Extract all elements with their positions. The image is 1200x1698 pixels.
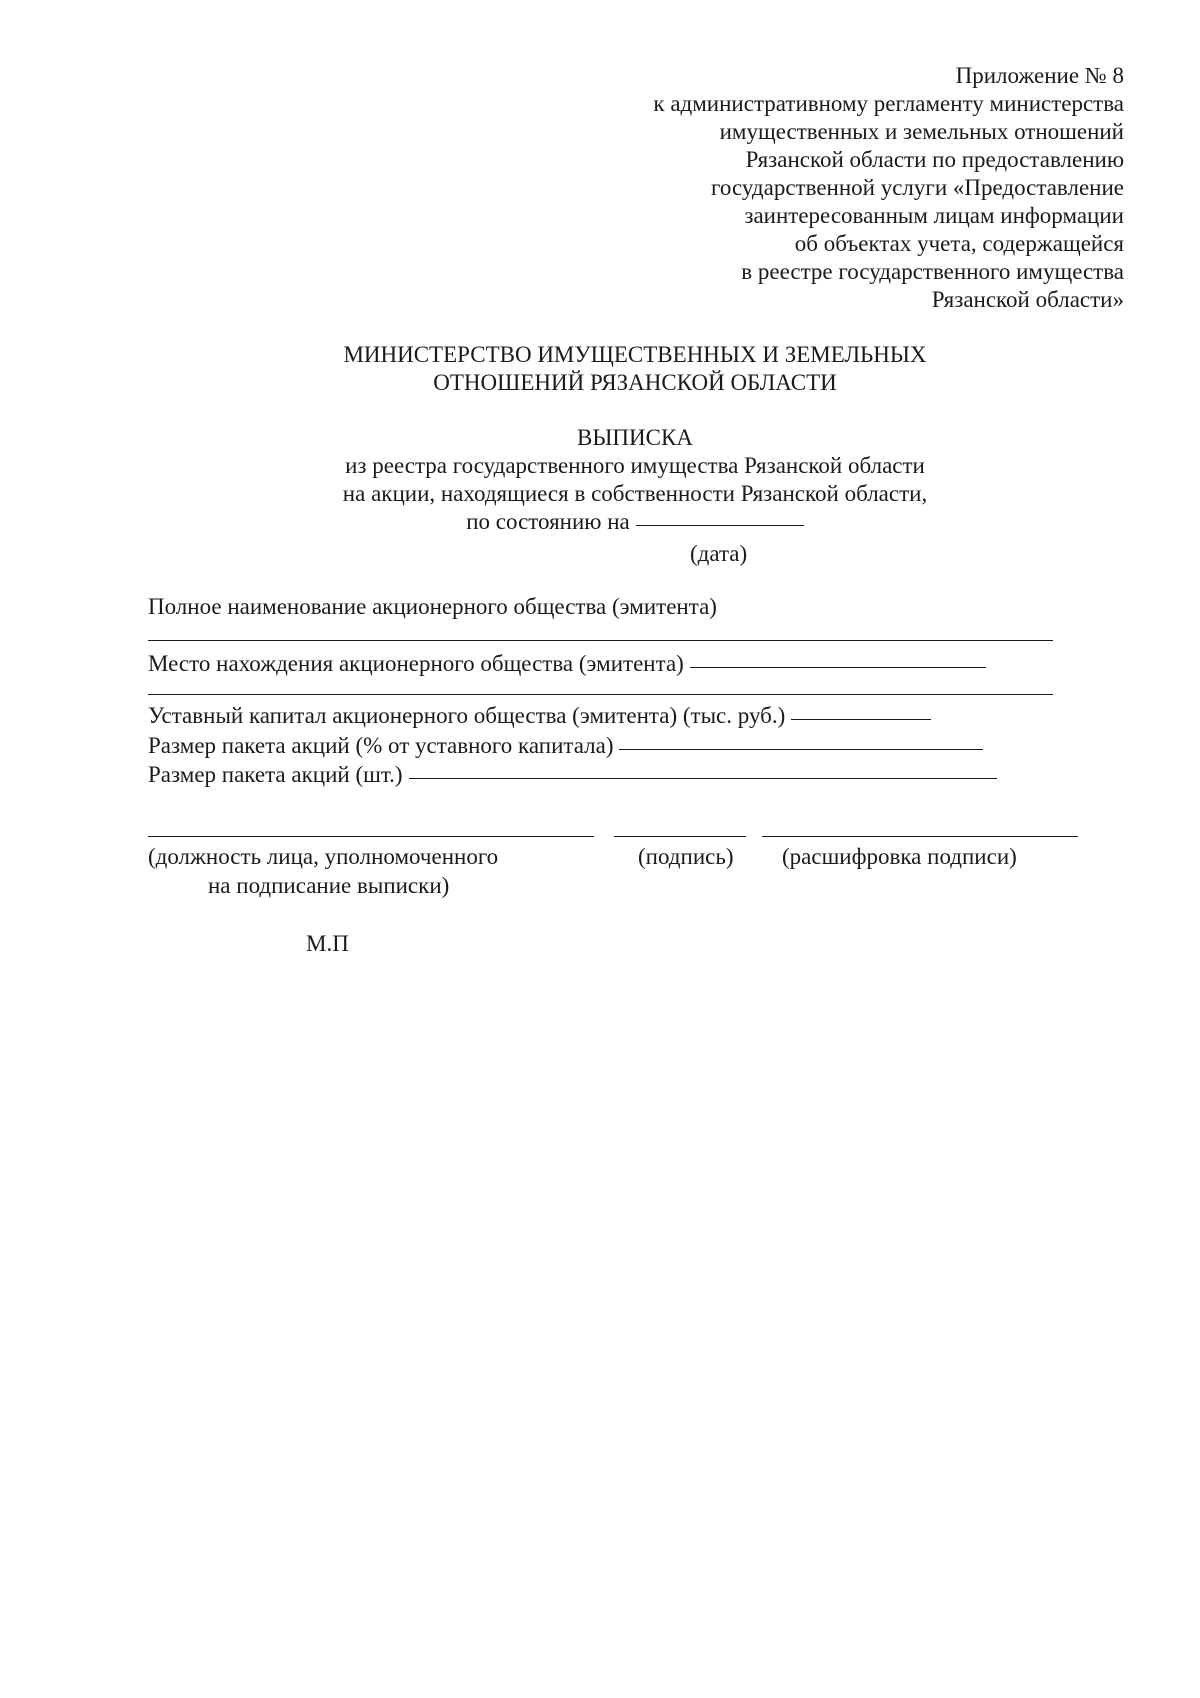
date-field[interactable] bbox=[636, 525, 804, 526]
stamp-place-label: М.П bbox=[306, 931, 349, 956]
full-name-label bbox=[148, 593, 717, 621]
full-name-field[interactable] bbox=[148, 640, 1053, 641]
date-caption: (дата) bbox=[690, 541, 748, 566]
extract-title: ВЫПИСКА bbox=[577, 425, 693, 450]
appendix-line: Приложение № 8 bbox=[955, 63, 1124, 88]
extract-heading bbox=[200, 424, 1070, 536]
appendix-line: заинтересованным лицам информации bbox=[744, 203, 1124, 228]
appendix-line: Рязанской области по предоставлению bbox=[745, 147, 1124, 172]
capital-label: Уставный капитал акционерного общества (эмитента) (тыс. руб.) bbox=[148, 703, 786, 728]
extract-subtitle-line: из реестра государственного имущества Рязанской области bbox=[345, 453, 925, 478]
ministry-title bbox=[200, 341, 1070, 397]
ministry-title-line: ОТНОШЕНИЙ РЯЗАНСКОЙ ОБЛАСТИ bbox=[433, 370, 837, 395]
as-of-label: по состоянию на bbox=[466, 509, 630, 534]
signature-caption: (подпись) bbox=[638, 844, 734, 869]
location-row bbox=[148, 650, 986, 678]
ministry-title-line: МИНИСТЕРСТВО ИМУЩЕСТВЕННЫХ И ЗЕМЕЛЬНЫХ bbox=[343, 342, 927, 367]
appendix-line: Рязанской области» bbox=[931, 287, 1124, 312]
position-caption-line1: (должность лица, уполномоченного bbox=[148, 844, 499, 869]
stake-percent-label: Размер пакета акций (% от уставного капитала) bbox=[148, 733, 614, 758]
location-field-continuation[interactable] bbox=[148, 694, 1053, 695]
as-of-line bbox=[200, 508, 1070, 536]
signature-field[interactable] bbox=[614, 836, 746, 837]
stake-count-field[interactable] bbox=[409, 778, 997, 779]
location-label: Место нахождения акционерного общества (эмитента) bbox=[148, 651, 684, 676]
appendix-line: имущественных и земельных отношений bbox=[719, 119, 1124, 144]
appendix-line: в реестре государственного имущества bbox=[741, 259, 1124, 284]
stake-percent-row bbox=[148, 732, 983, 760]
stake-count-label: Размер пакета акций (шт.) bbox=[148, 762, 403, 787]
location-field[interactable] bbox=[690, 667, 986, 668]
capital-field[interactable] bbox=[791, 719, 931, 720]
stake-percent-field[interactable] bbox=[619, 749, 983, 750]
signature-decoding-field[interactable] bbox=[762, 836, 1078, 837]
decoding-caption: (расшифровка подписи) bbox=[782, 844, 1017, 869]
appendix-header bbox=[564, 62, 1124, 314]
position-field[interactable] bbox=[148, 836, 594, 837]
stake-count-row bbox=[148, 761, 997, 789]
extract-subtitle-line: на акции, находящиеся в собственности Рязанской области, bbox=[342, 481, 928, 506]
appendix-line: к административному регламенту министерства bbox=[653, 91, 1124, 116]
full-name-label-text: Полное наименование акционерного общества (эмитента) bbox=[148, 594, 717, 619]
capital-row bbox=[148, 702, 931, 730]
position-caption-line2: на подписание выписки) bbox=[208, 873, 450, 898]
appendix-line: об объектах учета, содержащейся bbox=[794, 231, 1124, 256]
appendix-line: государственной услуги «Предоставление bbox=[711, 175, 1124, 200]
